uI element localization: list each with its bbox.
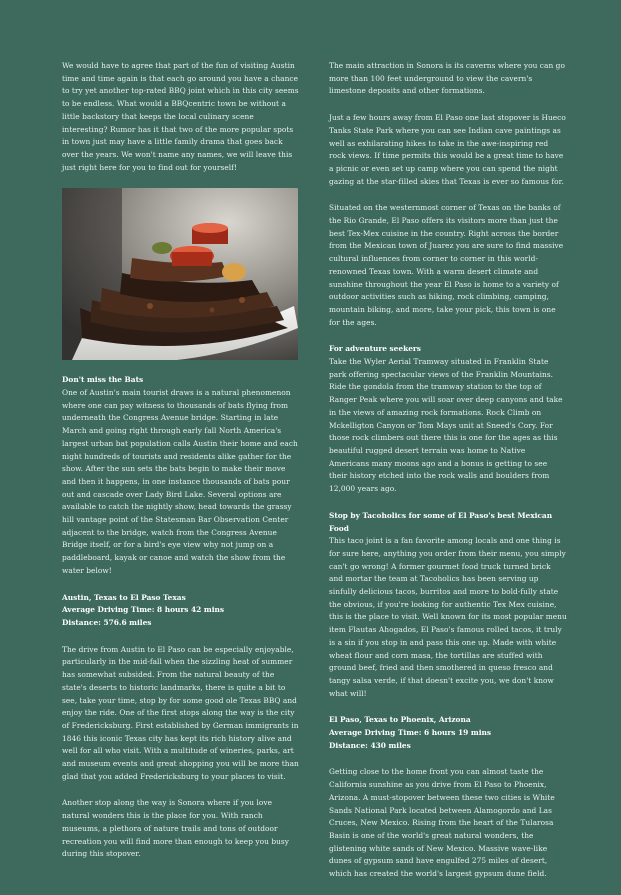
adventure-section bbox=[329, 343, 567, 495]
bats-section bbox=[62, 374, 300, 577]
sonora-paragraph: Another stop along the way is Sonora where if you love natural wonders this is the place for you. With ranch museums, a plethora of nature trails and tons of outdoor recreation you will find more than enough to keep you busy during this stopover. bbox=[62, 798, 290, 859]
tacoholics-paragraph: This taco joint is a fan favorite among locals and one thing is for sure here, anything you order from their menu, you simply can't go wrong! A former gourmet food truck turned brick and mortar the team at Tacoholics has been serving up sinfully delicious tacos, burritos and more to bold-fully state the obvious, if you're looking for authentic Tex Mex cuisine, this is the place to visit. Well known for its most popular menu item Flautas Ahogados, El Paso's famous rolled tacos, it truly is a sin if you stop in and pass this one up. Made with white wheat flour and corn masa, the tortillas are stuffed with ground beef, fried and then smothered in queso fresco and tangy salsa verde, if that doesn't excite you, we don't know what will! bbox=[329, 536, 567, 698]
route-title: El Paso, Texas to Phoenix, Arizona bbox=[329, 715, 471, 725]
adventure-paragraph: Take the Wyler Aerial Tramway situated in Franklin State park offering spectacular views of the Franklin Mountains. Ride the gondola from the tramway station to the top of Ranger Peak where you will soar over deep canyons and take in the views of amazing rock formations. Rock Climb on Mckelligton Canyon or Tom Mays unit at Sneed's Cory. For those rock climbers out there this is one for the ages as this beautiful rugged desert terrain was home to Native Americans many moons ago and a bonus is getting to see their history etched into the rock walls and boulders from 12,000 years ago. bbox=[329, 357, 563, 494]
route-distance: Distance: 576.6 miles bbox=[62, 617, 152, 627]
drive-paragraph: The drive from Austin to El Paso can be especially enjoyable, particularly in the mid-fall when the sizzling heat of summer has somewhat subsided. From the natural beauty of the state's deserts to historic landmarks, there is quite a bit to see, take your time, stop by for some good ole Texas BBQ and enjoy the ride. One of the first stops along the way is the city of Fredericksburg. First established by German immigrants in 1846 this iconic Texas city has kept its rich history alive and well for all who visit. With a multitude of wineries, parks, art and museum events and great shopping you will be more than glad that you added Fredericksburg to your places to visit. bbox=[62, 644, 299, 781]
adventure-heading: For adventure seekers bbox=[329, 344, 421, 354]
bats-paragraph: One of Austin's main tourist draws is a natural phenomenon where one can pay witness to thousands of bats flying from underneath the Congress Avenue bridge. Starting in late March and going right through early fall North America's largest urban bat population calls Austin their home and each night hundreds of tourists and residents alike gather for the show. After the sun sets the bats begin to make their move and then it happens, in one instance thousands of bats pour out and cascade over Lady Bird Lake. Several options are available to catch the nightly show, head towards the grassy hill vantage point of the Statesman Bar Observation Center adjacent to the bridge, watch from the Congress Avenue Bridge itself, or for a bird's eye view why not jump on a paddleboard, kayak or canoe and watch the show from the water below! bbox=[62, 388, 298, 575]
bats-heading: Don't miss the Bats bbox=[62, 375, 144, 385]
caverns-paragraph: The main attraction in Sonora is its caverns where you can go more than 100 feet underground to view the cavern's limestone deposits and other formations. bbox=[329, 61, 565, 96]
route-elpaso-phoenix bbox=[329, 714, 567, 752]
bbq-photo bbox=[62, 188, 298, 360]
elpaso-paragraph: Situated on the westernmost corner of Texas on the banks of the Rio Grande, El Paso offers its visitors more than just the best Tex-Mex cuisine in the country. Right across the border from the Mexican town of Juarez you are sure to find massive cultural influences from corner to corner in this world-renowned Texas town. With a warm desert climate and sunshine throughout the year El Paso is home to a variety of outdoor activities such as hiking, rock climbing, camping, mountain biking, and more, take your pick, this town is one for the ages. bbox=[329, 203, 564, 327]
route-title: Austin, Texas to El Paso Texas bbox=[62, 592, 186, 602]
route-distance: Distance: 430 miles bbox=[329, 740, 411, 750]
route-driving-time: Average Driving Time: 6 hours 19 mins bbox=[329, 728, 492, 738]
right-column bbox=[329, 60, 567, 895]
hueco-paragraph: Just a few hours away from El Paso one last stopover is Hueco Tanks State Park where you can see Indian cave paintings as well as exhilarating hikes to take in the awe-inspiring red rock views. If time permits this would be a great time to have a picnic or even set up camp where you can spend the night gazing at the star-filled skies that Texas is ever so famous for. bbox=[329, 113, 566, 186]
phoenix-paragraph: Getting close to the home front you can almost taste the California sunshine as you drive from El Paso to Phoenix, Arizona. A must-stopover between these two cities is White Sands National Park located between Alamogordo and Las Cruces, New Mexico. Rising from the heart of the Tularosa Basin is one of the world's great natural wonders, the glistening white sands of New Mexico. Massive wave-like dunes of gypsum sand have engulfed 275 miles of desert, which has created the world's largest gypsum dune field. bbox=[329, 767, 555, 879]
route-driving-time: Average Driving Time: 8 hours 42 mins bbox=[62, 605, 225, 615]
intro-paragraph: We would have to agree that part of the fun of visiting Austin time and time again is that each go around you have a chance to try yet another top-rated BBQ joint which in this city seems to be endless. What would a BBQcentric town be without a little backstory that keeps the local culinary scene interesting? Rumor has it that two of the more popular spots in town just may have a little family drama that goes back over the years. We won't name any names, we will leave this just right here for you to find out for yourself! bbox=[62, 61, 299, 172]
bbq-platter-image bbox=[62, 188, 298, 360]
tacoholics-section bbox=[329, 510, 567, 701]
tacoholics-heading: Stop by Tacoholics for some of El Paso's best Mexican Food bbox=[329, 510, 553, 533]
route-austin-elpaso bbox=[62, 592, 300, 630]
left-column bbox=[62, 60, 300, 875]
